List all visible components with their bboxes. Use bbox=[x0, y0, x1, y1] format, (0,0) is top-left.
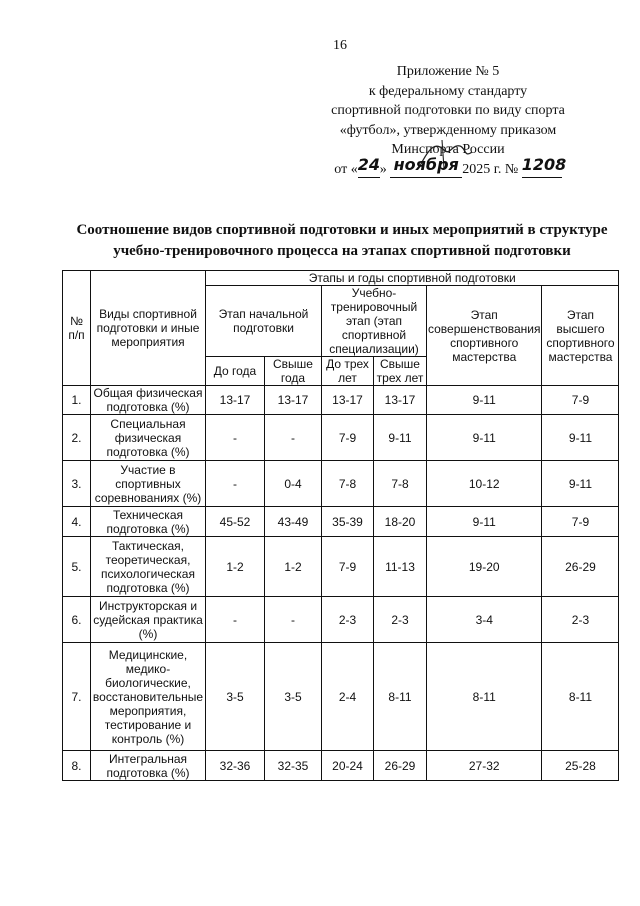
table-row bbox=[63, 507, 619, 537]
cell-value: 7-9 bbox=[542, 386, 619, 415]
cell-value: 25-28 bbox=[542, 751, 619, 781]
cell-value: 13-17 bbox=[265, 386, 322, 415]
appendix-header bbox=[298, 62, 598, 179]
appendix-line-2: к федеральному стандарту bbox=[368, 83, 528, 99]
cell-value: 8-11 bbox=[427, 643, 542, 751]
cell-value: 1-2 bbox=[206, 537, 265, 597]
row-number: 5. bbox=[63, 537, 91, 597]
page-number: 16 bbox=[333, 38, 347, 53]
cell-value: 3-5 bbox=[265, 643, 322, 751]
table-row bbox=[63, 537, 619, 597]
row-name: Специальная физическая подготовка (%) bbox=[91, 415, 206, 461]
cell-value: 9-11 bbox=[427, 507, 542, 537]
cell-value: 7-9 bbox=[322, 415, 374, 461]
cell-value: 9-11 bbox=[427, 386, 542, 415]
table-row bbox=[63, 386, 619, 415]
cell-value: 9-11 bbox=[542, 461, 619, 507]
cell-value: 1-2 bbox=[265, 537, 322, 597]
month-value: ноября bbox=[393, 154, 459, 174]
header-stage-highest: Этап высшего спортивного мастерства bbox=[542, 286, 619, 386]
cell-value: 43-49 bbox=[265, 507, 322, 537]
row-name: Техническая подготовка (%) bbox=[91, 507, 206, 537]
appendix-line-3: спортивной подготовки по виду спорта bbox=[331, 103, 565, 118]
cell-value: 3-5 bbox=[206, 643, 265, 751]
cell-value: 9-11 bbox=[427, 415, 542, 461]
cell-value: - bbox=[206, 597, 265, 643]
cell-value: 26-29 bbox=[374, 751, 427, 781]
table-row bbox=[63, 415, 619, 461]
cell-value: 7-8 bbox=[322, 461, 374, 507]
cell-value: - bbox=[265, 415, 322, 461]
cell-value: 10-12 bbox=[427, 461, 542, 507]
appendix-line-1: Приложение № 5 bbox=[396, 64, 500, 79]
row-number: 6. bbox=[63, 597, 91, 643]
row-name: Участие в спортивных соревнованиях (%) bbox=[91, 461, 206, 507]
row-name: Интегральная подготовка (%) bbox=[91, 751, 206, 781]
row-number: 2. bbox=[63, 415, 91, 461]
cell-value: 19-20 bbox=[427, 537, 542, 597]
cell-value: - bbox=[206, 415, 265, 461]
date-prefix: от « bbox=[334, 161, 358, 177]
row-number: 1. bbox=[63, 386, 91, 415]
cell-value: 2-3 bbox=[322, 597, 374, 643]
cell-value: 35-39 bbox=[322, 507, 374, 537]
cell-value: 18-20 bbox=[374, 507, 427, 537]
header-stages-years: Этапы и годы спортивной подготовки bbox=[206, 271, 619, 286]
cell-value: 7-9 bbox=[542, 507, 619, 537]
cell-value: 9-11 bbox=[374, 415, 427, 461]
cell-value: - bbox=[206, 461, 265, 507]
cell-value: 7-8 bbox=[374, 461, 427, 507]
number-field bbox=[521, 154, 567, 178]
order-date-number bbox=[298, 154, 598, 180]
cell-value: 9-11 bbox=[542, 415, 619, 461]
row-name: Тактическая, теоретическая, психологическая подготовка (%) bbox=[91, 537, 206, 597]
cell-value: 13-17 bbox=[374, 386, 427, 415]
page-title bbox=[42, 220, 640, 262]
header-over-year: Свыше года bbox=[265, 357, 322, 386]
cell-value: 45-52 bbox=[206, 507, 265, 537]
header-kinds: Виды спортивной подготовки и иные мероприятия bbox=[91, 271, 206, 386]
row-number: 8. bbox=[63, 751, 91, 781]
cell-value: - bbox=[265, 597, 322, 643]
date-mid: » bbox=[379, 161, 387, 177]
cell-value: 20-24 bbox=[322, 751, 374, 781]
title-line-2: учебно-тренировочного процесса на этапах спортивной подготовки bbox=[113, 243, 571, 259]
cell-value: 8-11 bbox=[374, 643, 427, 751]
table-row bbox=[63, 597, 619, 643]
row-name: Инструкторская и судейская практика (%) bbox=[91, 597, 206, 643]
table-row bbox=[63, 643, 619, 751]
header-stage-training: Учебно-тренировочный этап (этап спортивной специализации) bbox=[322, 286, 427, 357]
header-num: № п/п bbox=[63, 271, 91, 386]
row-number: 4. bbox=[63, 507, 91, 537]
header-over-three: Свыше трех лет bbox=[374, 357, 427, 386]
number-value: 1208 bbox=[521, 154, 567, 174]
cell-value: 2-4 bbox=[322, 643, 374, 751]
day-field bbox=[357, 154, 380, 178]
header-stage-initial: Этап начальной подготовки bbox=[206, 286, 322, 357]
header-up-to-year: До года bbox=[206, 357, 265, 386]
title-line-1: Соотношение видов спортивной подготовки и иных мероприятий в структуре bbox=[76, 222, 608, 238]
cell-value: 13-17 bbox=[322, 386, 374, 415]
row-name: Общая физическая подготовка (%) bbox=[91, 386, 206, 415]
year-text: 2025 г. № bbox=[462, 161, 519, 177]
table-row bbox=[63, 461, 619, 507]
header-stage-improvement: Этап совершенствования спортивного мастерства bbox=[427, 286, 542, 386]
cell-value: 7-9 bbox=[322, 537, 374, 597]
cell-value: 2-3 bbox=[374, 597, 427, 643]
cell-value: 32-35 bbox=[265, 751, 322, 781]
cell-value: 13-17 bbox=[206, 386, 265, 415]
row-number: 3. bbox=[63, 461, 91, 507]
appendix-line-5: Минспорта России bbox=[391, 142, 505, 157]
cell-value: 27-32 bbox=[427, 751, 542, 781]
header-up-to-three: До трех лет bbox=[322, 357, 374, 386]
day-value: 24 bbox=[357, 154, 380, 174]
month-field bbox=[390, 154, 462, 178]
training-ratio-table bbox=[62, 270, 619, 781]
cell-value: 32-36 bbox=[206, 751, 265, 781]
appendix-line-4: «футбол», утвержденному приказом bbox=[339, 122, 557, 138]
cell-value: 0-4 bbox=[265, 461, 322, 507]
row-name: Медицинские, медико-биологические, восстановительные мероприятия, тестирование и контроль (%) bbox=[91, 643, 206, 751]
cell-value: 8-11 bbox=[542, 643, 619, 751]
cell-value: 3-4 bbox=[427, 597, 542, 643]
cell-value: 26-29 bbox=[542, 537, 619, 597]
cell-value: 11-13 bbox=[374, 537, 427, 597]
cell-value: 2-3 bbox=[542, 597, 619, 643]
row-number: 7. bbox=[63, 643, 91, 751]
table-row bbox=[63, 751, 619, 781]
